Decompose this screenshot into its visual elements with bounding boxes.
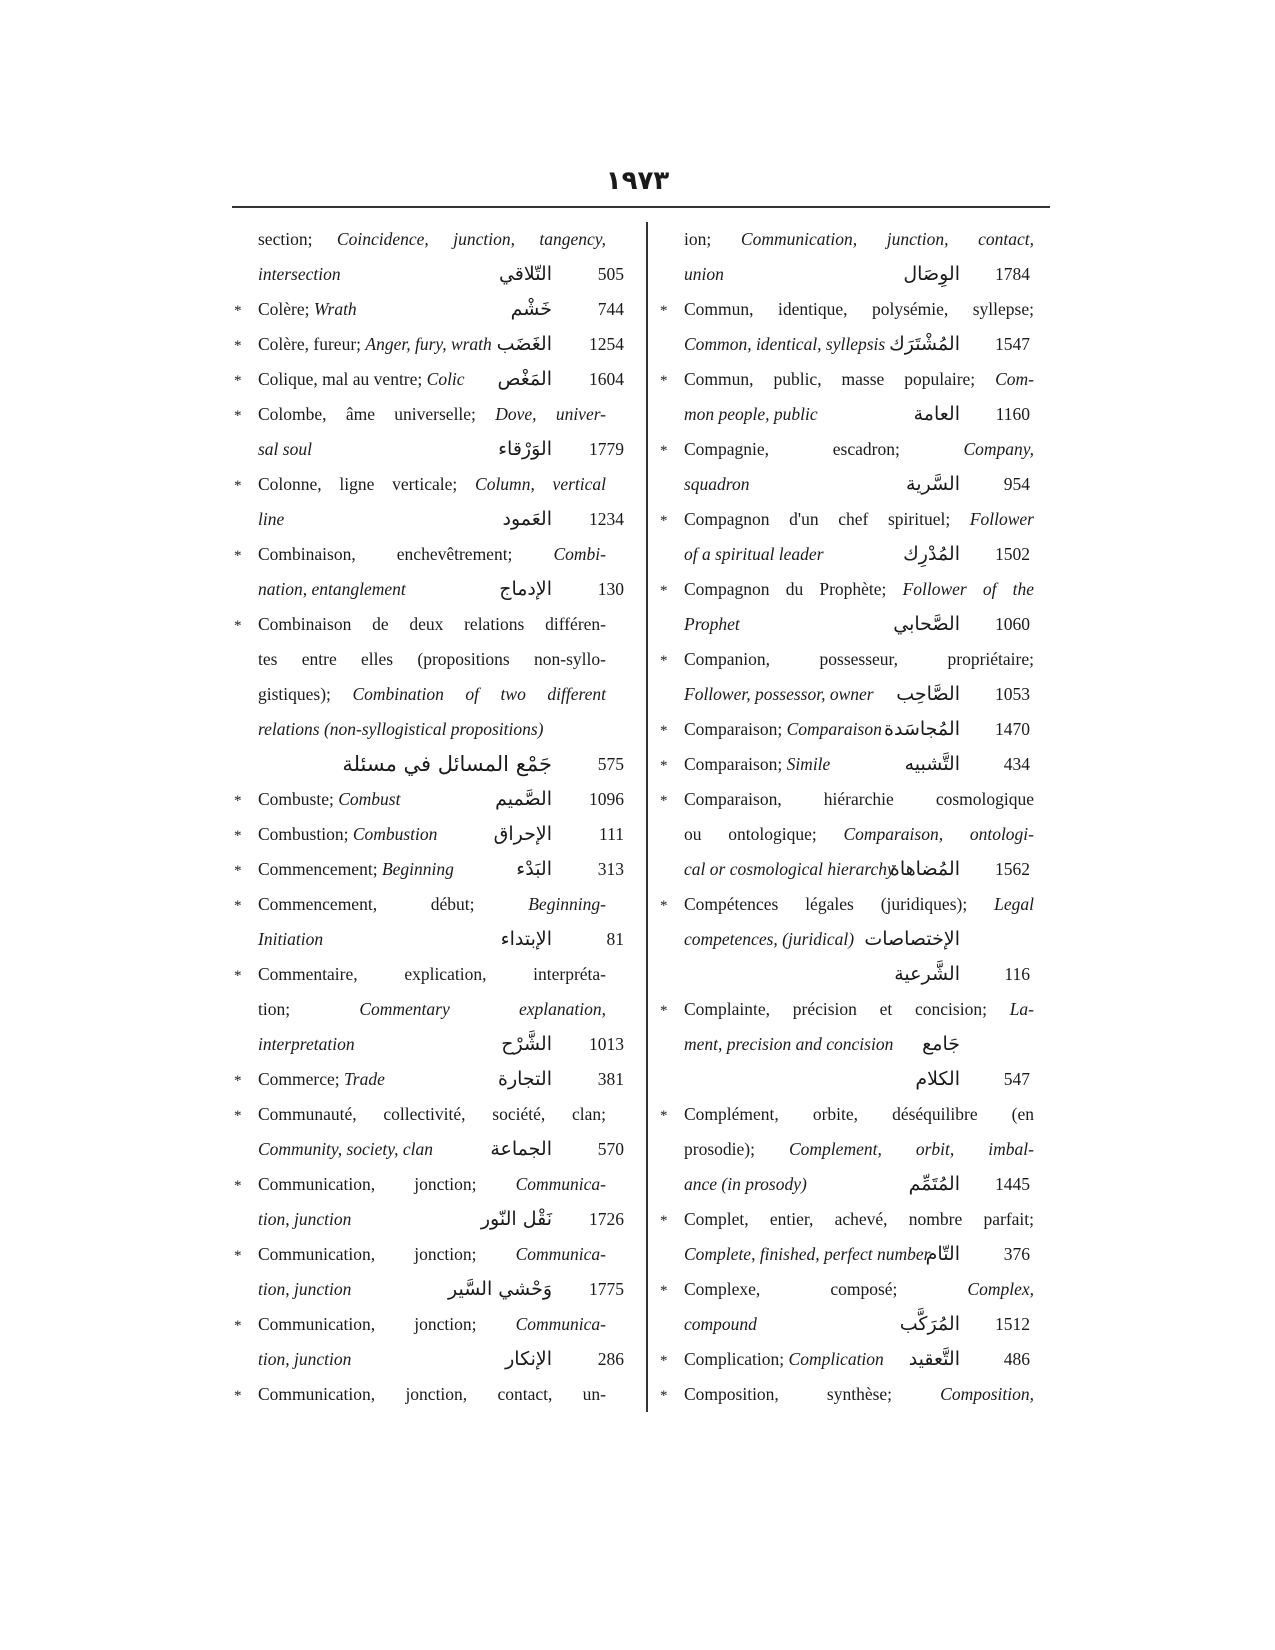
entry-line xyxy=(234,222,634,257)
entry-number: 954 xyxy=(1003,474,1030,494)
entry-line xyxy=(234,537,634,572)
entry-text: Companion, possesseur, propriétaire; xyxy=(684,649,1034,669)
entry-line xyxy=(234,362,634,397)
entry-line xyxy=(660,1272,1058,1307)
arabic-term: الشَّرْح xyxy=(501,1033,552,1055)
entry-text: ou ontologique; Comparaison, ontologi- xyxy=(684,824,1034,844)
entry-line xyxy=(660,747,1058,782)
arabic-term: العَمود xyxy=(502,508,552,530)
entry-line xyxy=(234,992,634,1027)
entry-marker: * xyxy=(234,828,242,844)
entry-text: competences, (juridical) xyxy=(684,929,855,949)
entry-marker: * xyxy=(234,338,242,354)
entry-text: Initiation xyxy=(258,929,324,949)
entry-text: Comparaison; Simile xyxy=(684,754,831,774)
arabic-term: الشَّرعية xyxy=(894,963,960,985)
entry-line xyxy=(660,1342,1058,1377)
entry-number: 116 xyxy=(1004,964,1030,984)
entry-number: 313 xyxy=(597,859,624,879)
entry-number: 1784 xyxy=(995,264,1030,284)
entry-line xyxy=(234,257,634,292)
entry-number: 1775 xyxy=(589,1279,624,1299)
entry-text: Colique, mal au ventre; Colic xyxy=(258,369,465,389)
entry-number: 376 xyxy=(1003,1244,1030,1264)
entry-line xyxy=(660,432,1058,467)
arabic-term: التّلاقي xyxy=(498,263,552,285)
left-column xyxy=(234,222,634,1412)
entry-text: of a spiritual leader xyxy=(684,544,824,564)
entry-number: 1096 xyxy=(589,789,624,809)
entry-line xyxy=(660,677,1058,712)
entry-marker: * xyxy=(660,793,668,809)
arabic-term: الوَرْقاء xyxy=(498,438,552,460)
arabic-term: المُشْتَرَك xyxy=(889,333,960,355)
entry-number: 81 xyxy=(606,929,624,949)
entry-text: Combuste; Combust xyxy=(258,789,401,809)
entry-text: tion; Commentary explanation, xyxy=(258,999,606,1019)
entry-text: Communication, jonction; Communica- xyxy=(258,1174,606,1194)
entry-number: 1060 xyxy=(995,614,1030,634)
entry-text: interpretation xyxy=(258,1034,355,1054)
entry-line xyxy=(234,817,634,852)
arabic-term: التَّعقيد xyxy=(908,1348,960,1370)
entry-number: 1726 xyxy=(589,1209,624,1229)
entry-marker: * xyxy=(234,1073,242,1089)
entry-line xyxy=(660,1132,1058,1167)
entry-line xyxy=(660,607,1058,642)
arabic-term: جَمْع المسائل في مسئلة xyxy=(342,752,552,776)
entry-text: Comparaison; Comparaison xyxy=(684,719,882,739)
entry-marker: * xyxy=(660,758,668,774)
entry-text: tes entre elles (propositions non-syllo- xyxy=(258,649,606,669)
entry-text: mon people, public xyxy=(684,404,818,424)
entry-number: 1445 xyxy=(995,1174,1030,1194)
entry-number: 1547 xyxy=(995,334,1030,354)
entry-line xyxy=(660,992,1058,1027)
entry-text: tion, junction xyxy=(258,1349,352,1369)
arabic-term: العامة xyxy=(913,403,960,425)
entry-marker: * xyxy=(660,653,668,669)
entry-marker: * xyxy=(660,1388,668,1404)
entry-marker: * xyxy=(234,618,242,634)
entry-line xyxy=(234,467,634,502)
entry-marker: * xyxy=(660,513,668,529)
entry-line xyxy=(660,1307,1058,1342)
arabic-term: الكلام xyxy=(915,1068,960,1090)
entry-line xyxy=(660,1062,1058,1097)
entry-text: Compagnon d'un chef spirituel; Follower xyxy=(684,509,1034,529)
entry-marker: * xyxy=(234,898,242,914)
entry-marker: * xyxy=(660,1353,668,1369)
entry-text: Prophet xyxy=(684,614,740,634)
page-number: ١٩٧٣ xyxy=(605,166,670,196)
arabic-term: الصَّميم xyxy=(495,788,552,810)
entry-line xyxy=(234,1167,634,1202)
entry-text: Compétences légales (juridiques); Legal xyxy=(684,894,1034,914)
entry-line xyxy=(234,1027,634,1062)
entry-number: 381 xyxy=(597,1069,624,1089)
entry-text: Commencement; Beginning xyxy=(258,859,454,879)
entry-text: Communication, jonction, contact, un- xyxy=(258,1384,606,1404)
arabic-term: المَغْص xyxy=(497,368,552,390)
entry-text: Commentaire, explication, interpréta- xyxy=(258,964,606,984)
entry-number: 547 xyxy=(1003,1069,1030,1089)
entry-line xyxy=(234,1272,634,1307)
entry-text: Common, identical, syllepsis xyxy=(684,334,886,354)
entry-marker: * xyxy=(234,793,242,809)
entry-line xyxy=(234,1097,634,1132)
entry-line xyxy=(234,572,634,607)
entry-text: compound xyxy=(684,1314,757,1334)
entry-marker: * xyxy=(234,863,242,879)
entry-marker: * xyxy=(234,303,242,319)
entry-line xyxy=(234,397,634,432)
entry-line xyxy=(234,782,634,817)
entry-marker: * xyxy=(234,968,242,984)
entry-text: Combinaison, enchevêtrement; Combi- xyxy=(258,544,606,564)
entry-text: Combustion; Combustion xyxy=(258,824,438,844)
entry-text: union xyxy=(684,264,724,284)
entry-marker: * xyxy=(660,1213,668,1229)
entry-line xyxy=(234,852,634,887)
entry-number: 1470 xyxy=(995,719,1030,739)
entry-line xyxy=(660,957,1058,992)
entry-number: 434 xyxy=(1003,754,1030,774)
entry-marker: * xyxy=(660,1283,668,1299)
entry-number: 1053 xyxy=(995,684,1030,704)
arabic-term: الوِصَال xyxy=(903,263,960,285)
entry-marker: * xyxy=(234,1108,242,1124)
entry-line xyxy=(234,432,634,467)
entry-text: Complexe, composé; Complex, xyxy=(684,1279,1034,1299)
entry-line xyxy=(660,712,1058,747)
entry-marker: * xyxy=(660,723,668,739)
entry-line xyxy=(660,817,1058,852)
entry-text: Commun, identique, polysémie, syllepse; xyxy=(684,299,1034,319)
entry-line xyxy=(234,607,634,642)
entry-number: 505 xyxy=(597,264,624,284)
entry-line xyxy=(234,957,634,992)
entry-text: Composition, synthèse; Composition, xyxy=(684,1384,1034,1404)
entry-text: Complet, entier, achevé, nombre parfait; xyxy=(684,1209,1034,1229)
entry-line xyxy=(234,292,634,327)
entry-text: Communication, jonction; Communica- xyxy=(258,1314,606,1334)
entry-marker: * xyxy=(660,443,668,459)
entry-line xyxy=(234,502,634,537)
entry-number: 1013 xyxy=(589,1034,624,1054)
entry-marker: * xyxy=(234,1178,242,1194)
entry-text: cal or cosmological hierarchy xyxy=(684,859,895,879)
arabic-term: الإنكار xyxy=(505,1348,552,1370)
arabic-term: التّام xyxy=(925,1243,960,1265)
entry-text: Community, society, clan xyxy=(258,1139,433,1159)
header-rule xyxy=(232,206,1050,208)
entry-marker: * xyxy=(660,898,668,914)
entry-line xyxy=(660,1167,1058,1202)
entry-text: Commun, public, masse populaire; Com- xyxy=(684,369,1034,389)
entry-line xyxy=(234,1342,634,1377)
entry-text: ance (in prosody) xyxy=(684,1174,807,1194)
entry-text: Complainte, précision et concision; La- xyxy=(684,999,1034,1019)
entry-text: Colère; Wrath xyxy=(258,299,357,319)
entry-marker: * xyxy=(234,1388,242,1404)
arabic-term: الإبتداء xyxy=(500,928,552,950)
entry-text: squadron xyxy=(684,474,750,494)
arabic-term: المُضاهاة xyxy=(889,858,960,880)
entry-line xyxy=(660,1097,1058,1132)
entry-line xyxy=(660,502,1058,537)
arabic-term: الإدماج xyxy=(499,578,552,600)
entry-line xyxy=(660,887,1058,922)
entry-marker: * xyxy=(660,373,668,389)
entry-line xyxy=(660,572,1058,607)
entry-text: tion, junction xyxy=(258,1279,352,1299)
entry-number: 744 xyxy=(597,299,624,319)
entry-line xyxy=(660,537,1058,572)
arabic-term: الصَّاحِب xyxy=(896,683,960,705)
entry-line xyxy=(660,922,1058,957)
entry-text: Complete, finished, perfect number xyxy=(684,1244,931,1264)
entry-line xyxy=(234,1062,634,1097)
entry-marker: * xyxy=(234,373,242,389)
entry-marker: * xyxy=(234,548,242,564)
arabic-term: الجماعة xyxy=(490,1138,552,1160)
entry-line xyxy=(234,1237,634,1272)
entry-number: 1502 xyxy=(995,544,1030,564)
entry-number: 1512 xyxy=(995,1314,1030,1334)
entry-line xyxy=(660,362,1058,397)
entry-line xyxy=(660,467,1058,502)
entry-marker: * xyxy=(660,1003,668,1019)
entry-number: 286 xyxy=(597,1349,624,1369)
arabic-term: المُرَكَّب xyxy=(899,1313,960,1335)
arabic-term: الإحراق xyxy=(493,823,552,845)
entry-marker: * xyxy=(660,583,668,599)
entry-line xyxy=(234,1132,634,1167)
arabic-term: البَدْء xyxy=(516,858,552,880)
entry-text: Communauté, collectivité, société, clan; xyxy=(258,1104,606,1124)
entry-text: Follower, possessor, owner xyxy=(684,684,874,704)
entry-text: ion; Communication, junction, contact, xyxy=(684,229,1034,249)
entry-number: 1779 xyxy=(589,439,624,459)
entry-text: Colombe, âme universelle; Dove, univer- xyxy=(258,404,606,424)
entry-text: tion, junction xyxy=(258,1209,352,1229)
entry-marker: * xyxy=(660,1108,668,1124)
entry-line xyxy=(660,852,1058,887)
entry-text: line xyxy=(258,509,285,529)
entry-text: gistiques); Combination of two different xyxy=(258,684,606,704)
arabic-term: المُدْرِك xyxy=(903,543,960,565)
entry-text: prosodie); Complement, orbit, imbal- xyxy=(684,1139,1034,1159)
arabic-term: الإختصاصات xyxy=(864,928,960,950)
arabic-term: المُجاسَدة xyxy=(884,718,960,740)
entry-text: intersection xyxy=(258,264,341,284)
entry-text: Colère, fureur; Anger, fury, wrath xyxy=(258,334,492,354)
entry-line xyxy=(234,677,634,712)
entry-number: 575 xyxy=(597,754,624,774)
entry-number: 1562 xyxy=(995,859,1030,879)
right-column xyxy=(660,222,1058,1412)
entry-marker: * xyxy=(660,303,668,319)
entry-text: Colonne, ligne verticale; Column, vertical xyxy=(258,474,607,494)
entry-marker: * xyxy=(234,408,242,424)
entry-line xyxy=(234,747,634,782)
entry-number: 486 xyxy=(1003,1349,1030,1369)
entry-text: section; Coincidence, junction, tangency, xyxy=(258,229,606,249)
arabic-term: التَّشبيه xyxy=(904,753,960,775)
entry-number: 1254 xyxy=(589,334,624,354)
entry-marker: * xyxy=(234,1248,242,1264)
entry-number: 570 xyxy=(597,1139,624,1159)
entry-text: Comparaison, hiérarchie cosmologique xyxy=(684,789,1034,809)
arabic-term: جَامع xyxy=(922,1033,960,1055)
entry-text: Communication, jonction; Communica- xyxy=(258,1244,606,1264)
arabic-term: نَقْل النّور xyxy=(480,1208,552,1230)
entry-text: ment, precision and concision xyxy=(684,1034,894,1054)
entry-line xyxy=(234,642,634,677)
entry-text: Compagnie, escadron; Company, xyxy=(684,439,1034,459)
entry-text: Complication; Complication xyxy=(684,1349,884,1369)
entry-line xyxy=(234,922,634,957)
entry-line xyxy=(234,1202,634,1237)
entry-line xyxy=(660,1237,1058,1272)
entry-marker: * xyxy=(234,1318,242,1334)
entry-line xyxy=(234,1307,634,1342)
entry-number: 130 xyxy=(597,579,624,599)
arabic-term: الغَضَب xyxy=(496,333,552,355)
entry-number: 1160 xyxy=(995,404,1030,424)
entry-number: 1234 xyxy=(589,509,624,529)
entry-line xyxy=(234,887,634,922)
entry-text: sal soul xyxy=(258,439,312,459)
entry-line xyxy=(660,292,1058,327)
entry-text: Commencement, début; Beginning- xyxy=(258,894,606,914)
entry-line xyxy=(660,327,1058,362)
entry-line xyxy=(234,712,634,747)
entry-line xyxy=(234,327,634,362)
entry-line xyxy=(660,397,1058,432)
arabic-term: المُتَمِّم xyxy=(908,1173,960,1195)
arabic-term: خَشْم xyxy=(510,298,552,320)
entry-line xyxy=(660,1377,1058,1412)
arabic-term: التجارة xyxy=(498,1068,552,1090)
entry-line xyxy=(660,1202,1058,1237)
arabic-term: الصَّحابي xyxy=(893,613,960,635)
arabic-term: السَّرية xyxy=(906,473,960,495)
arabic-term: وَحْشي السَّير xyxy=(448,1278,552,1300)
entry-number: 1604 xyxy=(589,369,624,389)
entry-line xyxy=(660,222,1058,257)
entry-text: Complément, orbite, déséquilibre (en xyxy=(684,1104,1034,1124)
entry-line xyxy=(660,257,1058,292)
entry-text: relations (non-syllogistical propositions) xyxy=(258,719,544,739)
entry-line xyxy=(234,1377,634,1412)
entry-text: Compagnon du Prophète; Follower of the xyxy=(684,579,1035,599)
entry-text: Commerce; Trade xyxy=(258,1069,385,1089)
entry-marker: * xyxy=(234,478,242,494)
entry-number: 111 xyxy=(599,824,624,844)
entry-line xyxy=(660,1027,1058,1062)
entry-line xyxy=(660,782,1058,817)
entry-text: Combinaison de deux relations différen- xyxy=(258,614,606,634)
entry-text: nation, entanglement xyxy=(258,579,406,599)
entry-line xyxy=(660,642,1058,677)
column-divider xyxy=(646,222,648,1412)
